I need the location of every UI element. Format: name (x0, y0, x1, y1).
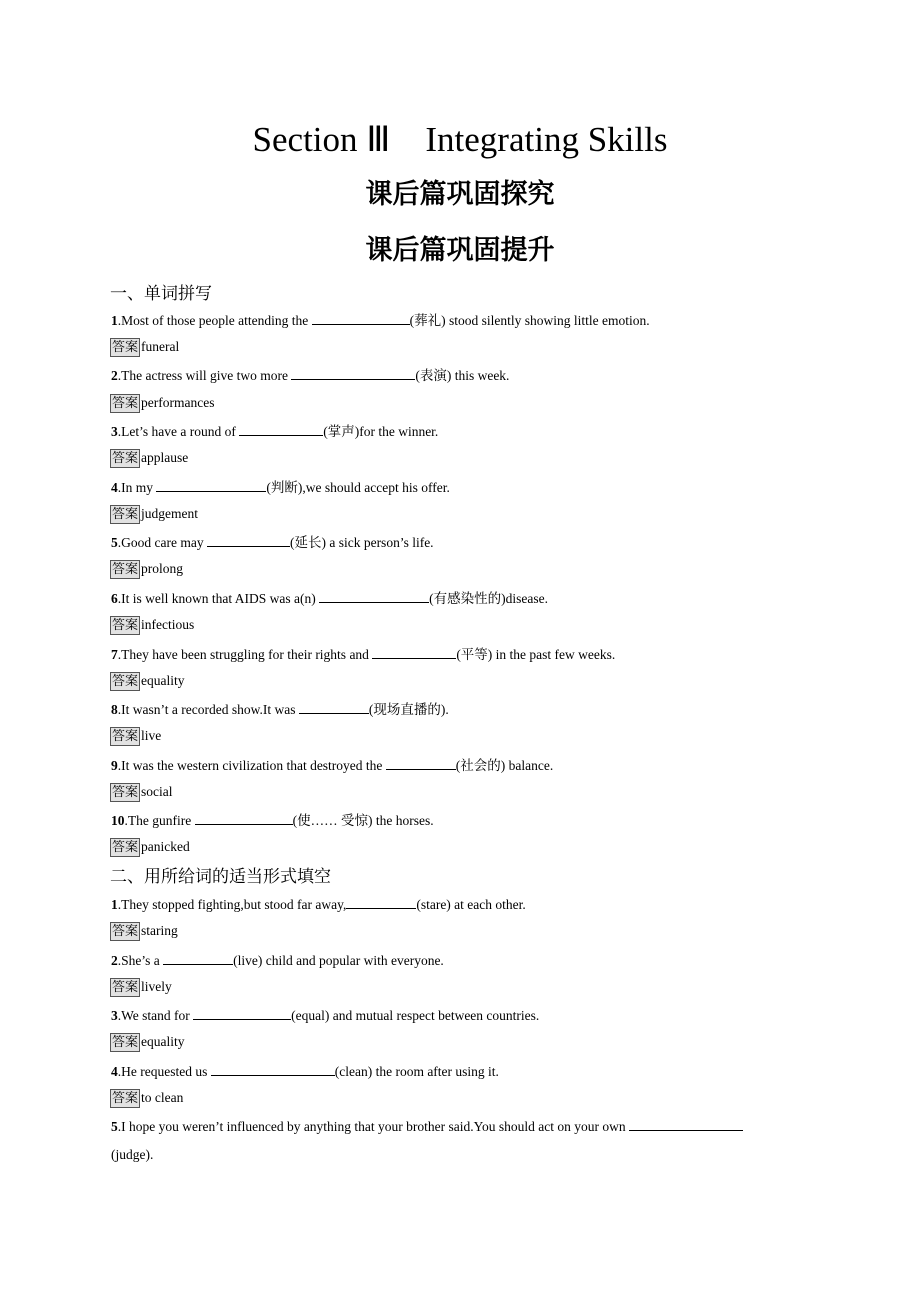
answer-text: infectious (141, 617, 195, 632)
question-text-before: .It is well known that AIDS was a(n) (117, 591, 320, 606)
answer-blank (193, 1007, 291, 1020)
answer-blank (156, 479, 266, 492)
answer-text: social (141, 784, 173, 799)
answer-badge[interactable]: 答案 (112, 507, 139, 523)
question-line (111, 590, 548, 608)
answer-blank (629, 1118, 743, 1131)
question-text-before: .He requested us (117, 1064, 211, 1079)
question-text-before: .Let’s have a round of (117, 424, 240, 439)
answer-blank (291, 367, 415, 380)
answer-text: prolong (141, 561, 184, 576)
question-line (111, 1118, 743, 1136)
answer-line (110, 726, 161, 746)
answer-badge[interactable]: 答案 (112, 618, 139, 634)
question-line (111, 1063, 499, 1081)
answer-line (110, 615, 194, 635)
question-text-before: .They stopped fighting,but stood far away, (117, 897, 347, 912)
answer-line (110, 782, 173, 802)
question-text-after: (表演) this week. (415, 368, 510, 383)
answer-badge[interactable]: 答案 (112, 729, 139, 745)
question-number: 8 (111, 702, 118, 717)
answer-text: equality (141, 1034, 185, 1049)
question-number: 9 (111, 758, 118, 773)
answer-badge[interactable]: 答案 (112, 840, 139, 856)
question-text-before: .It was the western civilization that destroyed the (117, 758, 386, 773)
answer-blank (299, 701, 369, 714)
answer-badge[interactable]: 答案 (112, 340, 139, 356)
answer-text: applause (141, 450, 189, 465)
question-text-before: .The gunfire (124, 813, 195, 828)
question-number: 7 (111, 647, 118, 662)
question-continuation: (judge). (111, 1147, 154, 1162)
question-text-before: .She’s a (117, 953, 164, 968)
question-number: 3 (111, 424, 118, 439)
question-line (111, 812, 434, 830)
question-text-before: .Most of those people attending the (117, 313, 312, 328)
answer-text: panicked (141, 839, 190, 854)
question-text-after: (葬礼) stood silently showing little emotion. (409, 313, 650, 328)
answer-blank (239, 423, 323, 436)
question-text-before: .They have been struggling for their rights and (117, 647, 373, 662)
question-text-before: .We stand for (117, 1008, 194, 1023)
question-line (111, 701, 449, 719)
page-subtitle-explore: 课后篇巩固探究 (365, 179, 555, 210)
page-title: Section Ⅲ Integrating Skills (252, 120, 668, 159)
answer-text: to clean (141, 1090, 184, 1105)
answer-blank (319, 590, 429, 603)
answer-line (110, 504, 198, 524)
question-text-after: (社会的) balance. (455, 758, 554, 773)
answer-blank (211, 1063, 335, 1076)
question-text-after: (有感染性的)disease. (429, 591, 548, 606)
question-text-before: .In my (117, 480, 157, 495)
question-line (111, 312, 650, 330)
answer-blank (372, 646, 456, 659)
answer-line (110, 1088, 183, 1108)
question-line (111, 757, 553, 775)
question-line (111, 367, 509, 385)
question-text-after: (clean) the room after using it. (334, 1064, 499, 1079)
question-number: 2 (111, 953, 118, 968)
question-text-after: (stare) at each other. (416, 897, 526, 912)
question-text-after: (现场直播的). (368, 702, 449, 717)
answer-blank (207, 534, 290, 547)
answer-text: judgement (141, 506, 199, 521)
page-subtitle-improve: 课后篇巩固提升 (365, 235, 555, 266)
question-text-after: (判断),we should accept his offer. (266, 480, 450, 495)
question-text-before: .I hope you weren’t influenced by anything that your brother said.You should act on your own (117, 1119, 630, 1134)
answer-blank (386, 757, 456, 770)
question-number: 2 (111, 368, 118, 383)
question-number: 6 (111, 591, 118, 606)
question-text-after: (live) child and popular with everyone. (233, 953, 444, 968)
answer-badge[interactable]: 答案 (112, 396, 139, 412)
answer-line (110, 559, 183, 579)
answer-line (110, 921, 178, 941)
answer-text: lively (141, 979, 172, 994)
question-text-before: .The actress will give two more (117, 368, 292, 383)
question-text-after: (延长) a sick person’s life. (289, 535, 434, 550)
question-text-before: .Good care may (117, 535, 207, 550)
question-text-after: (equal) and mutual respect between countries. (291, 1008, 540, 1023)
answer-badge[interactable]: 答案 (112, 674, 139, 690)
question-number: 5 (111, 535, 118, 550)
answer-badge[interactable]: 答案 (112, 980, 139, 996)
question-number: 4 (111, 1064, 118, 1079)
answer-badge[interactable]: 答案 (112, 924, 139, 940)
question-number: 3 (111, 1008, 118, 1023)
answer-line (110, 337, 179, 357)
question-line (111, 1007, 539, 1025)
question-text-after: (掌声)for the winner. (323, 424, 439, 439)
answer-text: performances (141, 395, 215, 410)
answer-badge[interactable]: 答案 (112, 1035, 139, 1051)
answer-badge[interactable]: 答案 (112, 562, 139, 578)
answer-blank (312, 312, 410, 325)
answer-line (110, 977, 172, 997)
answer-text: live (141, 728, 162, 743)
question-text-before: .It wasn’t a recorded show.It was (117, 702, 299, 717)
question-line (111, 479, 450, 497)
question-line (111, 646, 615, 664)
answer-line (110, 1032, 185, 1052)
answer-line (110, 671, 185, 691)
question-text-after: (使…… 受惊) the horses. (292, 813, 434, 828)
answer-text: equality (141, 673, 185, 688)
answer-blank (195, 812, 293, 825)
question-line (111, 952, 444, 970)
question-number: 5 (111, 1119, 118, 1134)
answer-badge[interactable]: 答案 (112, 1091, 139, 1107)
answer-text: funeral (141, 339, 180, 354)
answer-line (110, 393, 214, 413)
question-line (111, 896, 526, 914)
answer-line (110, 837, 190, 857)
question-number: 1 (111, 313, 118, 328)
question-line (111, 423, 438, 441)
section-heading: 一、单词拼写 (110, 284, 212, 304)
section-heading: 二、用所给词的适当形式填空 (110, 867, 331, 887)
question-number: 4 (111, 480, 118, 495)
question-number: 1 (111, 897, 118, 912)
answer-blank (163, 952, 233, 965)
question-text-after: (平等) in the past few weeks. (456, 647, 616, 662)
answer-line (110, 448, 188, 468)
answer-badge[interactable]: 答案 (112, 785, 139, 801)
question-number: 10 (111, 813, 125, 828)
answer-text: staring (141, 923, 178, 938)
answer-blank (346, 896, 416, 909)
answer-badge[interactable]: 答案 (112, 451, 139, 467)
question-line (111, 534, 434, 552)
